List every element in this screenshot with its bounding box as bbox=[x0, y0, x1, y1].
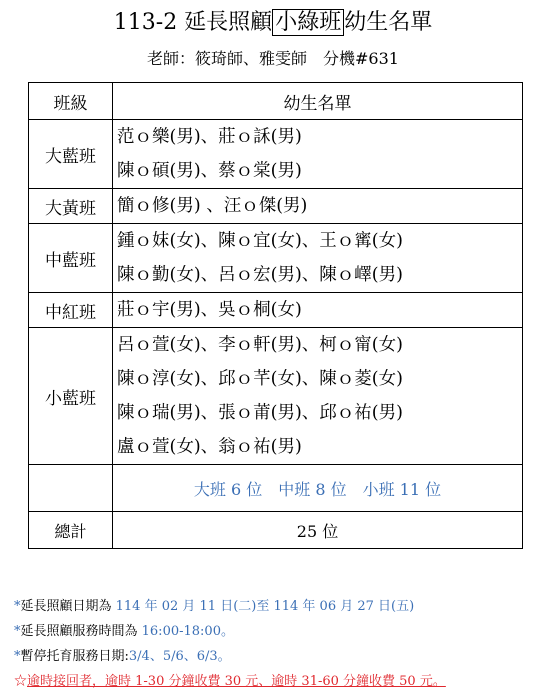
table-row bbox=[29, 293, 523, 328]
class-name: 中藍班 bbox=[29, 224, 113, 293]
student-names bbox=[113, 224, 523, 293]
header-class: 班級 bbox=[29, 83, 113, 120]
student-names bbox=[113, 189, 523, 224]
roster-table bbox=[28, 82, 523, 549]
note-highlight: 16:00-18:00。 bbox=[141, 624, 234, 639]
class-name: 大藍班 bbox=[29, 120, 113, 189]
student-line: 盧ｏ萱(女)、翁ｏ祐(男) bbox=[117, 437, 302, 457]
teacher-info: 老師：筱琦師、雅雯師 分機#631 bbox=[147, 49, 399, 68]
title-suffix: 幼生名單 bbox=[344, 10, 433, 35]
class-count-summary: 大班 6 位 中班 8 位 小班 11 位 bbox=[113, 465, 523, 512]
note-highlight: 114 年 02 月 11 日(二)至 114 年 06 月 27 日(五) bbox=[115, 599, 415, 614]
note-highlight: 3/4、5/6、6/3。 bbox=[128, 649, 231, 664]
table-header-row bbox=[29, 83, 523, 120]
asterisk-icon: * bbox=[14, 599, 21, 614]
asterisk-icon: * bbox=[14, 624, 21, 639]
note-hours bbox=[14, 619, 540, 644]
summary-row bbox=[29, 465, 523, 512]
note-text: 延長照顧日期為 bbox=[20, 599, 116, 614]
student-names bbox=[113, 120, 523, 189]
student-line: 范ｏ樂(男)、莊ｏ訸(男) bbox=[117, 127, 302, 147]
summary-empty-cell bbox=[29, 465, 113, 512]
table-row bbox=[29, 189, 523, 224]
table-row bbox=[29, 120, 523, 189]
class-name: 小藍班 bbox=[29, 328, 113, 465]
notes-section bbox=[14, 594, 540, 694]
table-row bbox=[29, 328, 523, 465]
header-students: 幼生名單 bbox=[113, 83, 523, 120]
total-value: 25 位 bbox=[113, 512, 523, 549]
student-line: 鍾ｏ妺(女)、陳ｏ宜(女)、王ｏ寗(女) bbox=[117, 231, 403, 251]
student-line: 陳ｏ淳(女)、邱ｏ芊(女)、陳ｏ菱(女) bbox=[117, 369, 403, 389]
student-line: 呂ｏ萱(女)、李ｏ軒(男)、柯ｏ甯(女) bbox=[117, 335, 403, 355]
note-dates bbox=[14, 594, 540, 619]
total-label: 總計 bbox=[29, 512, 113, 549]
title-class-name: 小綠班 bbox=[272, 9, 344, 36]
title-prefix: 113-2 延長照顧 bbox=[113, 10, 273, 35]
class-name: 大黃班 bbox=[29, 189, 113, 224]
student-line: 陳ｏ瑞(男)、張ｏ莆(男)、邱ｏ祐(男) bbox=[117, 403, 403, 423]
note-text: 延長照顧服務時間為 bbox=[20, 624, 142, 639]
asterisk-icon: * bbox=[14, 649, 21, 664]
note-late-fee bbox=[14, 669, 540, 694]
student-names bbox=[113, 293, 523, 328]
page-title bbox=[0, 8, 546, 38]
star-outline-icon: ☆ bbox=[14, 674, 28, 689]
note-text: 暫停托育服務日期: bbox=[20, 649, 129, 664]
total-row bbox=[29, 512, 523, 549]
note-text: 逾時接回者，逾時 1-30 分鐘收費 30 元、逾時 31-60 分鐘收費 50 元。 bbox=[27, 674, 446, 689]
note-suspension bbox=[14, 644, 540, 669]
student-line: 簡ｏ修(男) 、汪ｏ傑(男) bbox=[117, 196, 308, 216]
table-row bbox=[29, 224, 523, 293]
student-line: 陳ｏ勤(女)、呂ｏ宏(男)、陳ｏ嶧(男) bbox=[117, 265, 403, 285]
student-line: 陳ｏ碩(男)、蔡ｏ棠(男) bbox=[117, 161, 302, 181]
student-line: 莊ｏ宇(男)、吳ｏ桐(女) bbox=[117, 300, 302, 320]
class-name: 中紅班 bbox=[29, 293, 113, 328]
student-names bbox=[113, 328, 523, 465]
